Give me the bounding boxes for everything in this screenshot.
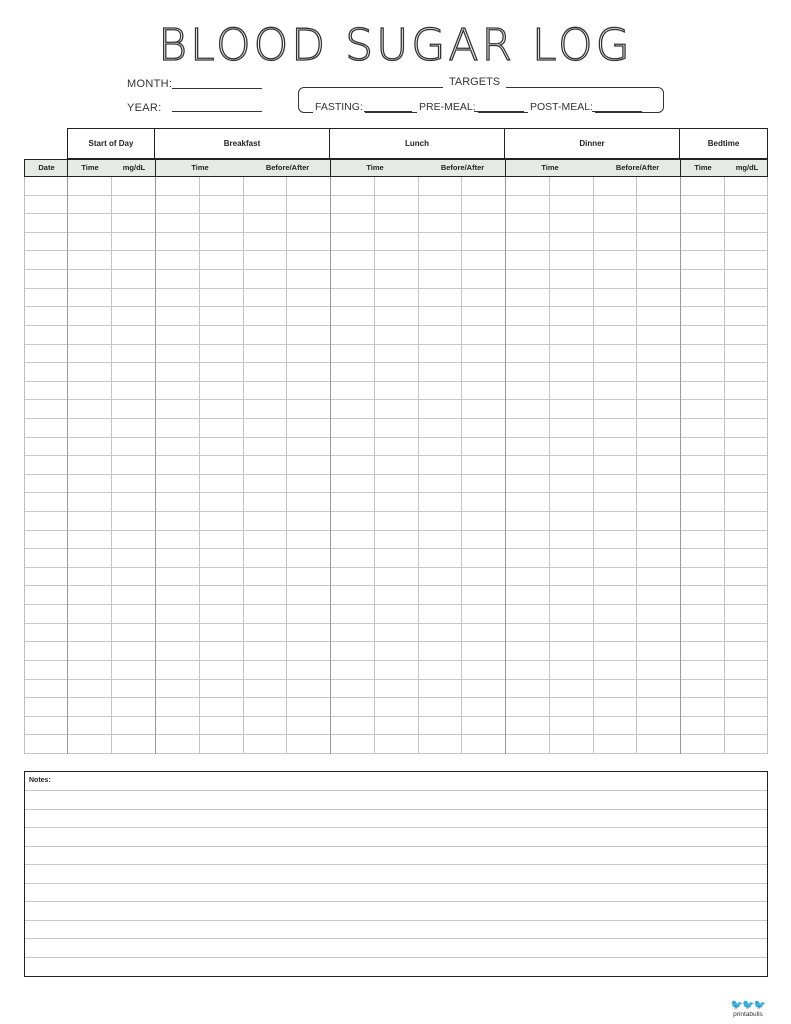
group-breakfast bbox=[154, 128, 330, 159]
fasting-label: FASTING: bbox=[315, 101, 363, 113]
group-label: Start of Day bbox=[88, 139, 134, 148]
column-line bbox=[549, 177, 550, 754]
group-label: Bedtime bbox=[707, 139, 740, 148]
row-line bbox=[25, 269, 767, 270]
col-bedtime-time: Time bbox=[694, 163, 712, 172]
row-line bbox=[25, 474, 767, 475]
col-lunch-before-after: Before/After bbox=[440, 163, 485, 172]
notes-line bbox=[25, 957, 767, 958]
column-line bbox=[243, 177, 244, 754]
col-start-time: Time bbox=[81, 163, 99, 172]
row-line bbox=[25, 567, 767, 568]
notes-line bbox=[25, 809, 767, 810]
row-line bbox=[25, 362, 767, 363]
year-label: YEAR: bbox=[127, 102, 162, 114]
row-line bbox=[25, 399, 767, 400]
row-line bbox=[25, 213, 767, 214]
postmeal-field[interactable] bbox=[592, 111, 642, 112]
row-line bbox=[25, 195, 767, 196]
notes-line bbox=[25, 938, 767, 939]
notes-label: Notes: bbox=[29, 777, 51, 784]
col-breakfast-time: Time bbox=[191, 163, 209, 172]
premeal-field[interactable] bbox=[474, 111, 524, 112]
row-line bbox=[25, 623, 767, 624]
targets-label: TARGETS bbox=[443, 76, 506, 88]
row-line bbox=[25, 530, 767, 531]
row-line bbox=[25, 604, 767, 605]
group-dinner bbox=[504, 128, 680, 159]
postmeal-label: POST-MEAL: bbox=[530, 101, 594, 113]
row-line bbox=[25, 418, 767, 419]
month-field[interactable] bbox=[172, 88, 262, 89]
notes-line bbox=[25, 901, 767, 902]
col-breakfast-before-after: Before/After bbox=[265, 163, 310, 172]
row-line bbox=[25, 753, 767, 754]
log-grid[interactable] bbox=[24, 177, 768, 754]
column-line bbox=[636, 177, 637, 754]
printabulls-logo bbox=[728, 1000, 768, 1019]
row-line bbox=[25, 734, 767, 735]
column-line bbox=[286, 177, 287, 754]
notes-line bbox=[25, 827, 767, 828]
row-line bbox=[25, 288, 767, 289]
column-line bbox=[67, 177, 68, 754]
col-dinner-time: Time bbox=[541, 163, 559, 172]
notes-line bbox=[25, 790, 767, 791]
row-line bbox=[25, 455, 767, 456]
group-label: Breakfast bbox=[223, 139, 261, 148]
row-line bbox=[25, 697, 767, 698]
column-line bbox=[330, 177, 331, 754]
row-line bbox=[25, 660, 767, 661]
year-field[interactable] bbox=[172, 111, 262, 112]
column-line bbox=[461, 177, 462, 754]
page-title: BLOOD SUGAR LOG bbox=[158, 20, 633, 71]
brand-name: printabulls bbox=[733, 1011, 763, 1018]
col-date: Date bbox=[38, 163, 55, 172]
column-line bbox=[155, 177, 156, 754]
col-dinner-before-after: Before/After bbox=[615, 163, 660, 172]
col-start-mgdl: mg/dL bbox=[122, 163, 146, 172]
row-line bbox=[25, 548, 767, 549]
group-lunch bbox=[329, 128, 505, 159]
row-line bbox=[25, 511, 767, 512]
row-line bbox=[25, 306, 767, 307]
bulls-icon: 🐦🐦🐦 bbox=[730, 1000, 766, 1011]
notes-line bbox=[25, 846, 767, 847]
column-line bbox=[111, 177, 112, 754]
row-line bbox=[25, 679, 767, 680]
group-label: Dinner bbox=[579, 139, 605, 148]
log-table bbox=[24, 128, 768, 754]
column-line bbox=[724, 177, 725, 754]
column-line bbox=[374, 177, 375, 754]
column-line bbox=[418, 177, 419, 754]
column-header-row bbox=[24, 159, 768, 177]
notes-box[interactable] bbox=[24, 771, 768, 977]
fasting-field[interactable] bbox=[364, 111, 412, 112]
col-bedtime-mgdl: mg/dL bbox=[735, 163, 759, 172]
row-line bbox=[25, 585, 767, 586]
column-line bbox=[680, 177, 681, 754]
row-line bbox=[25, 716, 767, 717]
row-line bbox=[25, 381, 767, 382]
column-line bbox=[199, 177, 200, 754]
notes-line bbox=[25, 883, 767, 884]
notes-line bbox=[25, 864, 767, 865]
month-label: MONTH: bbox=[127, 78, 173, 90]
group-label: Lunch bbox=[405, 139, 429, 148]
row-line bbox=[25, 250, 767, 251]
row-line bbox=[25, 437, 767, 438]
notes-line bbox=[25, 920, 767, 921]
col-lunch-time: Time bbox=[366, 163, 384, 172]
premeal-label: PRE-MEAL: bbox=[419, 101, 476, 113]
row-line bbox=[25, 492, 767, 493]
group-start-of-day bbox=[67, 128, 155, 159]
row-line bbox=[25, 641, 767, 642]
column-line bbox=[593, 177, 594, 754]
row-line bbox=[25, 325, 767, 326]
column-line bbox=[505, 177, 506, 754]
row-line bbox=[25, 232, 767, 233]
row-line bbox=[25, 344, 767, 345]
group-bedtime bbox=[679, 128, 768, 159]
